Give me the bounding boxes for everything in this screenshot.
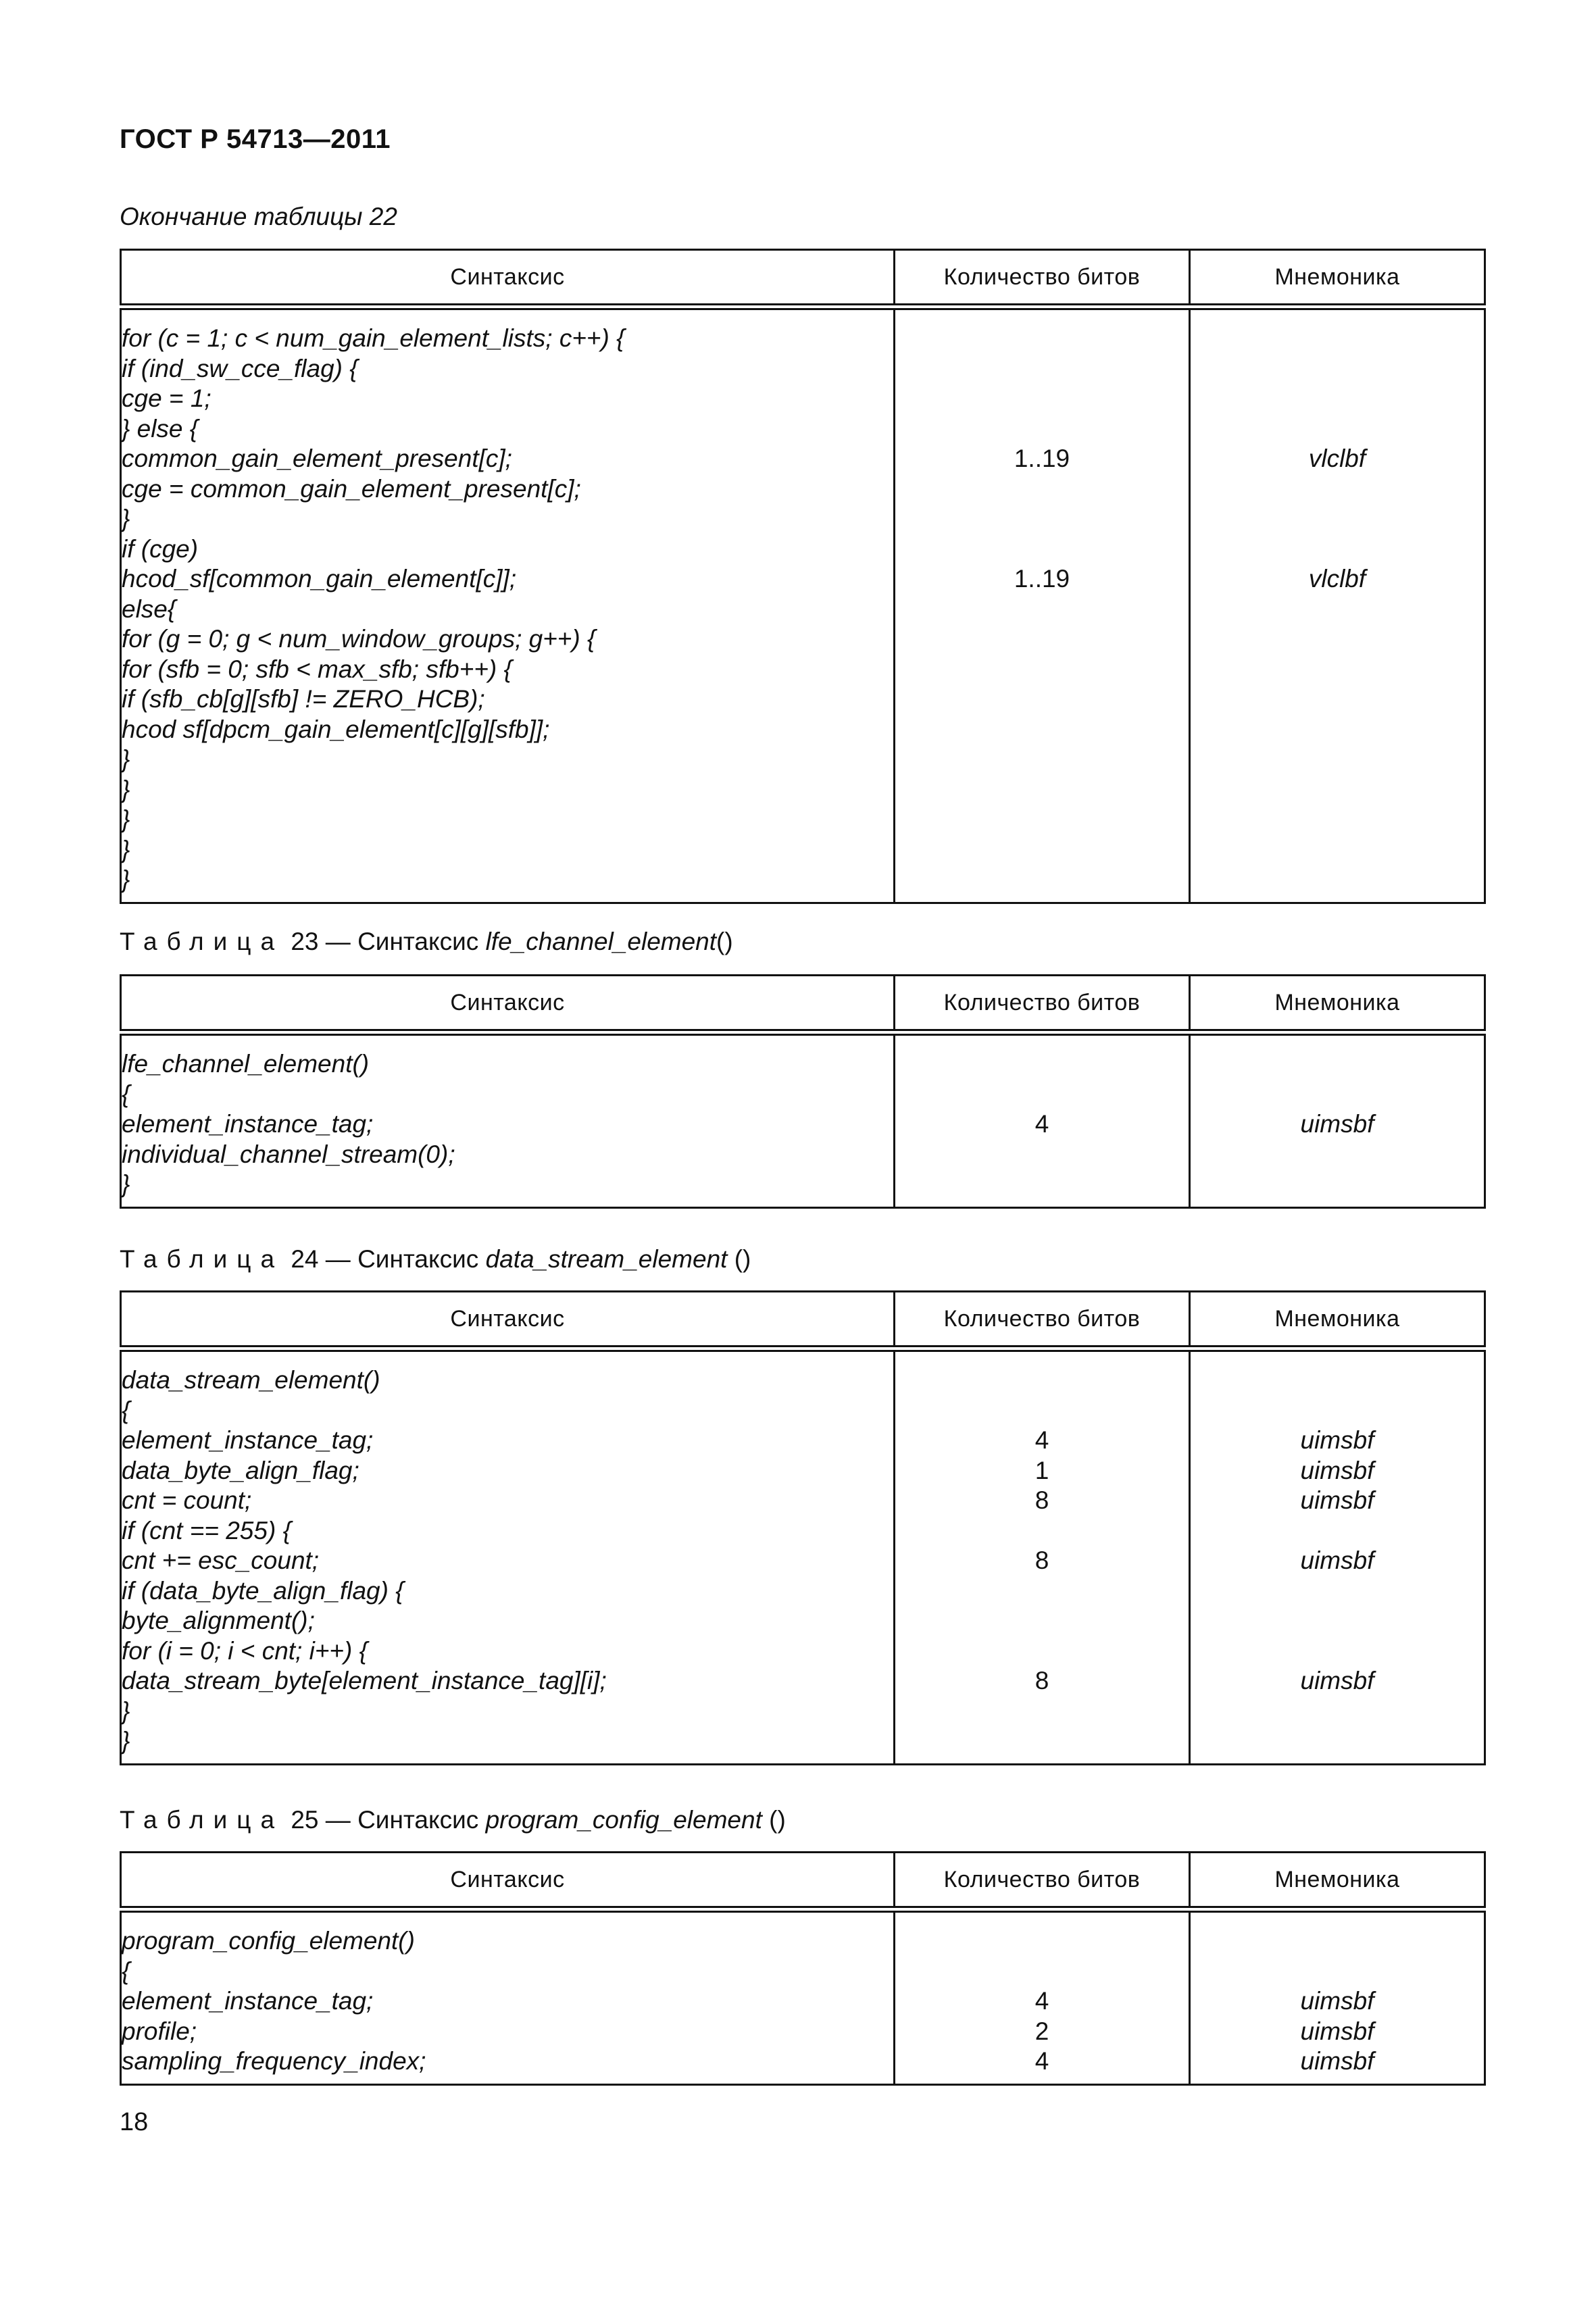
mnemonic-value: uimsbf: [1300, 1456, 1374, 1484]
syntax-line: data_stream_element(): [122, 1366, 380, 1394]
bits-value: [895, 745, 1189, 775]
mnemonic-value: [1191, 684, 1484, 715]
column-header-mnemonic: Мнемоника: [1190, 1292, 1485, 1349]
bits-value: [895, 684, 1189, 715]
table-body-row: [121, 1909, 1485, 2084]
syntax-line: if (cge): [122, 534, 199, 563]
mnemonic-value: [1191, 865, 1484, 895]
column-header-syntax: Синтаксис: [121, 1292, 895, 1349]
mnemonic-value: uimsbf: [1300, 1426, 1374, 1454]
syntax-line: individual_channel_stream(0);: [122, 1140, 455, 1168]
bits-value: [895, 1396, 1189, 1426]
syntax-line: {: [122, 1957, 130, 1985]
bits-value: 4: [1034, 2047, 1049, 2075]
syntax-line: profile;: [122, 2017, 197, 2045]
mnemonic-value: [1191, 324, 1484, 354]
mnemonic-value: [1191, 1696, 1484, 1727]
syntax-line: common_gain_element_present[c];: [122, 445, 512, 472]
column-header-bits: Количество битов: [895, 1853, 1190, 1910]
table-25-caption: [120, 1806, 786, 1834]
document-header: ГОСТ Р 54713—2011: [120, 124, 391, 154]
mnemonic-value: [1191, 835, 1484, 865]
syntax-line: cnt += esc_count;: [122, 1546, 320, 1574]
mnemonic-value: uimsbf: [1300, 1546, 1374, 1574]
caption-text: 24 — Синтаксис: [284, 1245, 486, 1273]
syntax-line: }: [122, 1727, 130, 1755]
caption-text: 25 — Синтаксис: [284, 1806, 486, 1834]
bits-value: [895, 324, 1189, 354]
bits-value: [895, 1365, 1189, 1396]
bits-value: 8: [1034, 1546, 1049, 1574]
mnemonic-value: [1191, 534, 1484, 565]
bits-value: [895, 595, 1189, 625]
syntax-line: element_instance_tag;: [122, 1426, 374, 1454]
bits-value: [895, 624, 1189, 655]
table-body-row: [121, 307, 1485, 903]
table-24: [120, 1290, 1486, 1765]
mnemonic-value: [1191, 1576, 1484, 1607]
syntax-line: if (data_byte_align_flag) {: [122, 1576, 404, 1605]
mnemonic-value: [1191, 745, 1484, 775]
syntax-line: for (g = 0; g < num_window_groups; g++) {: [122, 625, 596, 653]
mnemonic-value: [1191, 384, 1484, 414]
syntax-line: for (c = 1; c < num_gain_element_lists; c++) {: [122, 324, 625, 352]
column-header-mnemonic: Мнемоника: [1190, 250, 1485, 307]
table-header-row: [121, 250, 1485, 307]
bits-value: 2: [1034, 2017, 1049, 2045]
mnemonic-cell: [1190, 1349, 1485, 1764]
syntax-line: if (cnt == 255) {: [122, 1516, 291, 1544]
syntax-line: cge = common_gain_element_present[c];: [122, 474, 581, 503]
syntax-line: else{: [122, 595, 176, 623]
mnemonic-value: [1191, 504, 1484, 534]
bits-value: 8: [1034, 1667, 1049, 1694]
mnemonic-cell: [1190, 1032, 1485, 1207]
bits-value: [895, 655, 1189, 685]
mnemonic-value: [1191, 1726, 1484, 1757]
mnemonic-cell: [1190, 307, 1485, 903]
mnemonic-value: [1191, 414, 1484, 445]
syntax-line: }: [122, 835, 130, 863]
mnemonic-value: [1191, 1636, 1484, 1667]
bits-value: [895, 805, 1189, 835]
caption-suffix: (): [716, 928, 733, 955]
syntax-line: {: [122, 1080, 130, 1108]
syntax-line: for (sfb = 0; sfb < max_sfb; sfb++) {: [122, 655, 512, 683]
syntax-line: lfe_channel_element(): [122, 1050, 370, 1078]
bits-value: [895, 835, 1189, 865]
mnemonic-value: [1191, 1169, 1484, 1200]
syntax-line: program_config_element(): [122, 1927, 415, 1955]
column-header-syntax: Синтаксис: [121, 250, 895, 307]
table-header-row: [121, 1853, 1485, 1910]
bits-value: [895, 534, 1189, 565]
caption-element-name: lfe_channel_element: [485, 928, 717, 955]
syntax-line: }: [122, 1170, 130, 1198]
table-header-row: [121, 976, 1485, 1033]
bits-value: [895, 715, 1189, 745]
column-header-bits: Количество битов: [895, 1292, 1190, 1349]
syntax-line: } else {: [122, 414, 199, 443]
mnemonic-value: [1191, 1606, 1484, 1636]
syntax-line: cnt = count;: [122, 1486, 252, 1514]
mnemonic-value: uimsbf: [1300, 2047, 1374, 2075]
mnemonic-value: uimsbf: [1300, 1486, 1374, 1514]
syntax-line: }: [122, 745, 130, 773]
bits-value: [895, 354, 1189, 384]
mnemonic-value: [1191, 354, 1484, 384]
mnemonic-value: vlclbf: [1308, 445, 1366, 472]
table-24-caption: [120, 1245, 751, 1274]
syntax-line: if (sfb_cb[g][sfb] != ZERO_HCB);: [122, 685, 485, 713]
bits-value: 8: [1034, 1486, 1049, 1514]
syntax-line: for (i = 0; i < cnt; i++) {: [122, 1636, 368, 1665]
mnemonic-value: [1191, 1396, 1484, 1426]
mnemonic-value: [1191, 1049, 1484, 1080]
bits-value: 4: [1034, 1426, 1049, 1454]
syntax-cell: [121, 1032, 895, 1207]
table-22-caption: Окончание таблицы 22: [120, 203, 397, 230]
bits-value: 1..19: [1014, 445, 1070, 472]
bits-value: 1..19: [1014, 565, 1070, 593]
syntax-line: sampling_frequency_index;: [122, 2047, 426, 2075]
bits-value: [895, 865, 1189, 895]
syntax-line: }: [122, 805, 130, 833]
syntax-line: }: [122, 505, 130, 532]
column-header-mnemonic: Мнемоника: [1190, 1853, 1485, 1910]
mnemonic-value: uimsbf: [1300, 1110, 1374, 1138]
syntax-line: if (ind_sw_cce_flag) {: [122, 354, 358, 382]
caption-element-name: data_stream_element: [485, 1245, 728, 1273]
bits-value: [895, 414, 1189, 445]
bits-value: [895, 1696, 1189, 1727]
bits-value: [895, 775, 1189, 805]
bits-value: 4: [1034, 1987, 1049, 2015]
bits-value: [895, 1169, 1189, 1200]
bits-value: [895, 1926, 1189, 1957]
bits-value: [895, 1636, 1189, 1667]
syntax-line: data_byte_align_flag;: [122, 1456, 359, 1484]
mnemonic-value: uimsbf: [1300, 1987, 1374, 2015]
bits-value: [895, 1957, 1189, 1987]
column-header-syntax: Синтаксис: [121, 1853, 895, 1910]
mnemonic-value: [1191, 655, 1484, 685]
column-header-bits: Количество битов: [895, 976, 1190, 1033]
caption-prefix: Таблица: [120, 928, 284, 955]
table-25: [120, 1851, 1486, 2086]
mnemonic-value: [1191, 1365, 1484, 1396]
syntax-line: hcod sf[dpcm_gain_element[c][g][sfb]];: [122, 715, 550, 743]
mnemonic-value: uimsbf: [1300, 1667, 1374, 1694]
bits-value: [895, 1516, 1189, 1546]
caption-suffix: (): [727, 1245, 751, 1273]
bits-value: [895, 1606, 1189, 1636]
syntax-cell: [121, 307, 895, 903]
caption-element-name: program_config_element: [485, 1806, 762, 1834]
bits-value: [895, 474, 1189, 505]
bits-value: [895, 384, 1189, 414]
bits-value: 4: [1034, 1110, 1049, 1138]
mnemonic-value: [1191, 805, 1484, 835]
syntax-cell: [121, 1349, 895, 1764]
bits-value: [895, 1049, 1189, 1080]
caption-text: 23 — Синтаксис: [284, 928, 486, 955]
table-23-caption: [120, 928, 733, 956]
syntax-line: element_instance_tag;: [122, 1110, 374, 1138]
table-body-row: [121, 1349, 1485, 1764]
syntax-line: }: [122, 775, 130, 803]
page-number: 18: [120, 2108, 149, 2136]
bits-value: [895, 504, 1189, 534]
mnemonic-value: [1191, 775, 1484, 805]
bits-cell: [895, 1909, 1190, 2084]
syntax-line: }: [122, 1696, 130, 1725]
syntax-line: {: [122, 1396, 130, 1424]
syntax-line: data_stream_byte[element_instance_tag][i];: [122, 1667, 607, 1694]
caption-prefix: Таблица: [120, 1245, 284, 1273]
table-22: [120, 249, 1486, 904]
column-header-mnemonic: Мнемоника: [1190, 976, 1485, 1033]
mnemonic-value: [1191, 595, 1484, 625]
bits-cell: [895, 1032, 1190, 1207]
mnemonic-value: vlclbf: [1308, 565, 1366, 593]
caption-prefix: Таблица: [120, 1806, 284, 1834]
syntax-line: cge = 1;: [122, 384, 211, 412]
bits-value: [895, 1726, 1189, 1757]
caption-suffix: (): [762, 1806, 786, 1834]
syntax-line: hcod_sf[common_gain_element[c]];: [122, 565, 517, 593]
table-body-row: [121, 1032, 1485, 1207]
mnemonic-value: [1191, 1516, 1484, 1546]
bits-value: [895, 1576, 1189, 1607]
bits-value: [895, 1140, 1189, 1170]
bits-cell: [895, 1349, 1190, 1764]
syntax-line: }: [122, 865, 130, 893]
mnemonic-value: [1191, 1140, 1484, 1170]
bits-cell: [895, 307, 1190, 903]
mnemonic-value: uimsbf: [1300, 2017, 1374, 2045]
column-header-syntax: Синтаксис: [121, 976, 895, 1033]
bits-value: 1: [1034, 1456, 1049, 1484]
syntax-line: element_instance_tag;: [122, 1987, 374, 2015]
mnemonic-value: [1191, 624, 1484, 655]
column-header-bits: Количество битов: [895, 250, 1190, 307]
mnemonic-cell: [1190, 1909, 1485, 2084]
bits-value: [895, 1080, 1189, 1110]
mnemonic-value: [1191, 474, 1484, 505]
syntax-cell: [121, 1909, 895, 2084]
mnemonic-value: [1191, 1080, 1484, 1110]
syntax-line: byte_alignment();: [122, 1607, 315, 1634]
table-23: [120, 974, 1486, 1209]
mnemonic-value: [1191, 1957, 1484, 1987]
mnemonic-value: [1191, 1926, 1484, 1957]
mnemonic-value: [1191, 715, 1484, 745]
table-header-row: [121, 1292, 1485, 1349]
